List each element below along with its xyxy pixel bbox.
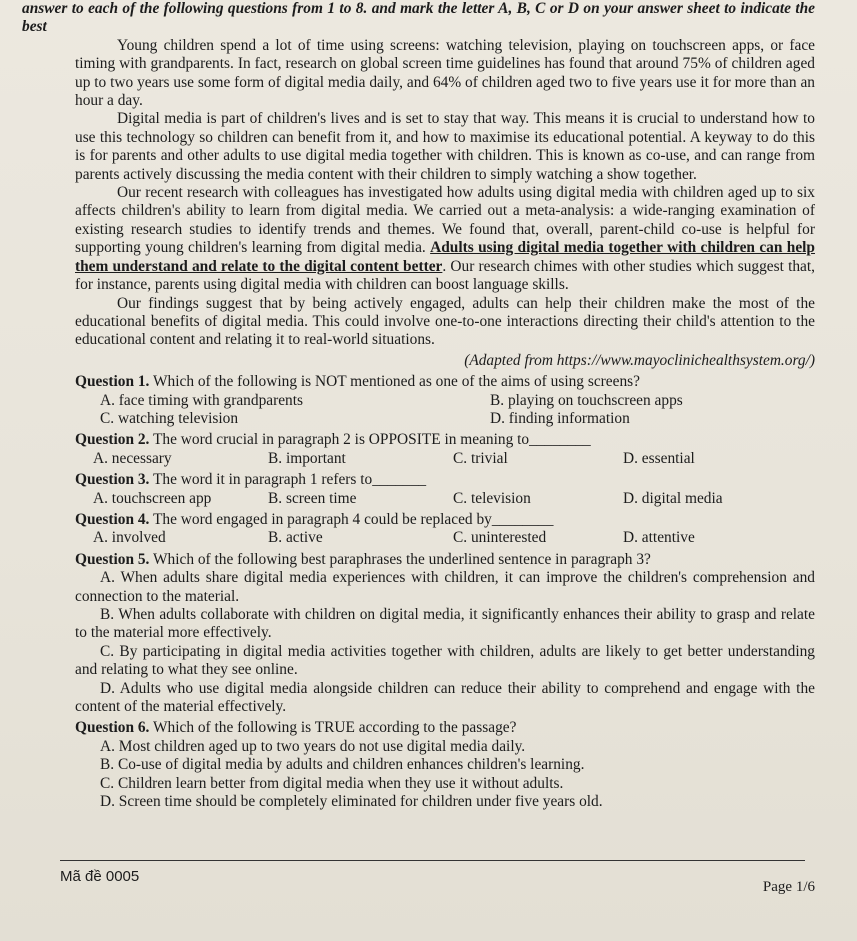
- option-b[interactable]: B. important: [268, 449, 346, 467]
- question-text: Which of the following best paraphrases the underlined sentence in paragraph 3?: [152, 550, 651, 568]
- option-a[interactable]: A. involved: [93, 529, 166, 547]
- question-text: The word crucial in paragraph 2 is OPPOSITE in meaning to________: [152, 431, 591, 449]
- question-label: Question 2.: [75, 431, 150, 449]
- question-text: Which of the following is NOT mentioned as one of the aims of using screens?: [152, 373, 640, 391]
- question-text: Which of the following is TRUE according to the passage?: [152, 719, 517, 737]
- page-footer: [60, 860, 815, 895]
- page-number: Page 1/6: [762, 879, 815, 895]
- option-b[interactable]: B. active: [268, 529, 323, 547]
- option-b[interactable]: B. playing on touchscreen apps: [490, 391, 683, 409]
- question-label: Question 5.: [75, 550, 150, 568]
- paragraph-2: Digital media is part of children's lives and is set to stay that way. This means it is crucial to understand how to use this technology so children can benefit from it, and how to maximise its educational potential. A keyway to do this is for parents and other adults to use digital media together with children. This is known as co-use, and can range from parents actively discussing the media content with their children to simply watching a show together.: [75, 110, 815, 183]
- exam-code: Mã đề 0005: [60, 868, 140, 885]
- question-2: [75, 431, 815, 468]
- option-a[interactable]: A. touchscreen app: [93, 489, 212, 507]
- option-a[interactable]: A. When adults share digital media experiences with children, it can improve the children's comprehension and connection to the material.: [75, 569, 815, 605]
- question-label: Question 6.: [75, 719, 150, 737]
- option-a[interactable]: A. necessary: [93, 449, 172, 467]
- option-d[interactable]: D. Adults who use digital media alongside children can reduce their ability to comprehend and engage with the content of the material effectively.: [75, 679, 815, 716]
- question-label: Question 4.: [75, 510, 150, 528]
- question-6: [75, 719, 815, 811]
- source-citation: (Adapted from https://www.mayoclinichealthsystem.org/): [464, 351, 815, 369]
- option-d[interactable]: D. finding information: [490, 409, 630, 427]
- option-b[interactable]: B. Co-use of digital media by adults and children enhances children's learning.: [100, 756, 585, 774]
- question-3: [75, 471, 815, 508]
- option-c[interactable]: C. watching television: [100, 409, 239, 427]
- option-a[interactable]: A. Most children aged up to two years do not use digital media daily.: [100, 737, 526, 755]
- paragraph-1: Young children spend a lot of time using screens: watching television, playing on touchscreen apps, or face timing with grandparents. In fact, research on global screen time guidelines has found that around 75% of children aged up to two years use some form of digital media daily, and 64% of children aged two to five years use it for more than an hour a day.: [75, 36, 815, 110]
- question-label: Question 3.: [75, 471, 150, 489]
- paragraph-3-start: Our recent research with colleagues has investigated how adults using digital media with children aged up to six affects children's ability to learn from digital media. We carried out a meta-analysis: a wide-ranging examination of existing research studies to identify trends and themes. We found that, overall, parent-child co-use is helpful for supporting young children's learning from digital media.: [75, 184, 815, 257]
- option-c[interactable]: C. Children learn better from digital media when they use it without adults.: [100, 774, 564, 792]
- question-1: [75, 373, 815, 428]
- option-d[interactable]: D. essential: [623, 449, 695, 467]
- option-c[interactable]: C. By participating in digital media activities together with children, adults are likely to get better understanding and relating to what they see online.: [75, 642, 815, 679]
- option-d[interactable]: D. attentive: [623, 529, 695, 547]
- option-c[interactable]: C. television: [453, 489, 531, 507]
- option-c[interactable]: C. trivial: [453, 449, 508, 467]
- paragraph-4: Our findings suggest that by being actively engaged, adults can help their children make the most of the educational benefits of digital media. This could involve one-to-one interactions directing their child's attention to the educational content and relating it to real-world situations.: [75, 294, 815, 349]
- question-label: Question 1.: [75, 373, 150, 391]
- option-a[interactable]: A. face timing with grandparents: [100, 391, 304, 409]
- option-d[interactable]: D. digital media: [623, 489, 723, 507]
- option-b[interactable]: B. screen time: [268, 489, 357, 507]
- footer-divider: [60, 860, 805, 861]
- option-d[interactable]: D. Screen time should be completely eliminated for children under five years old.: [100, 793, 603, 811]
- paragraph-3-end: . Our research chimes with other studies which suggest that, for instance, parents using digital media with children can boost language skills.: [75, 257, 815, 294]
- instructions-header: answer to each of the following questions from 1 to 8. and mark the letter A, B, C or D on your answer sheet to indicate the best: [22, 0, 815, 36]
- paragraph-3: [75, 184, 815, 294]
- question-text: The word engaged in paragraph 4 could be replaced by________: [152, 510, 554, 528]
- question-text: The word it in paragraph 1 refers to_______: [152, 471, 427, 489]
- question-4: [75, 511, 815, 548]
- option-b[interactable]: B. When adults collaborate with children on digital media, it significantly enhances their ability to grasp and relate to the material more effectively.: [75, 606, 815, 642]
- question-5: [75, 551, 815, 717]
- option-c[interactable]: C. uninterested: [453, 529, 547, 547]
- underlined-sentence: Adults using digital media together with children can help them understand and relate to the digital content better: [75, 239, 815, 275]
